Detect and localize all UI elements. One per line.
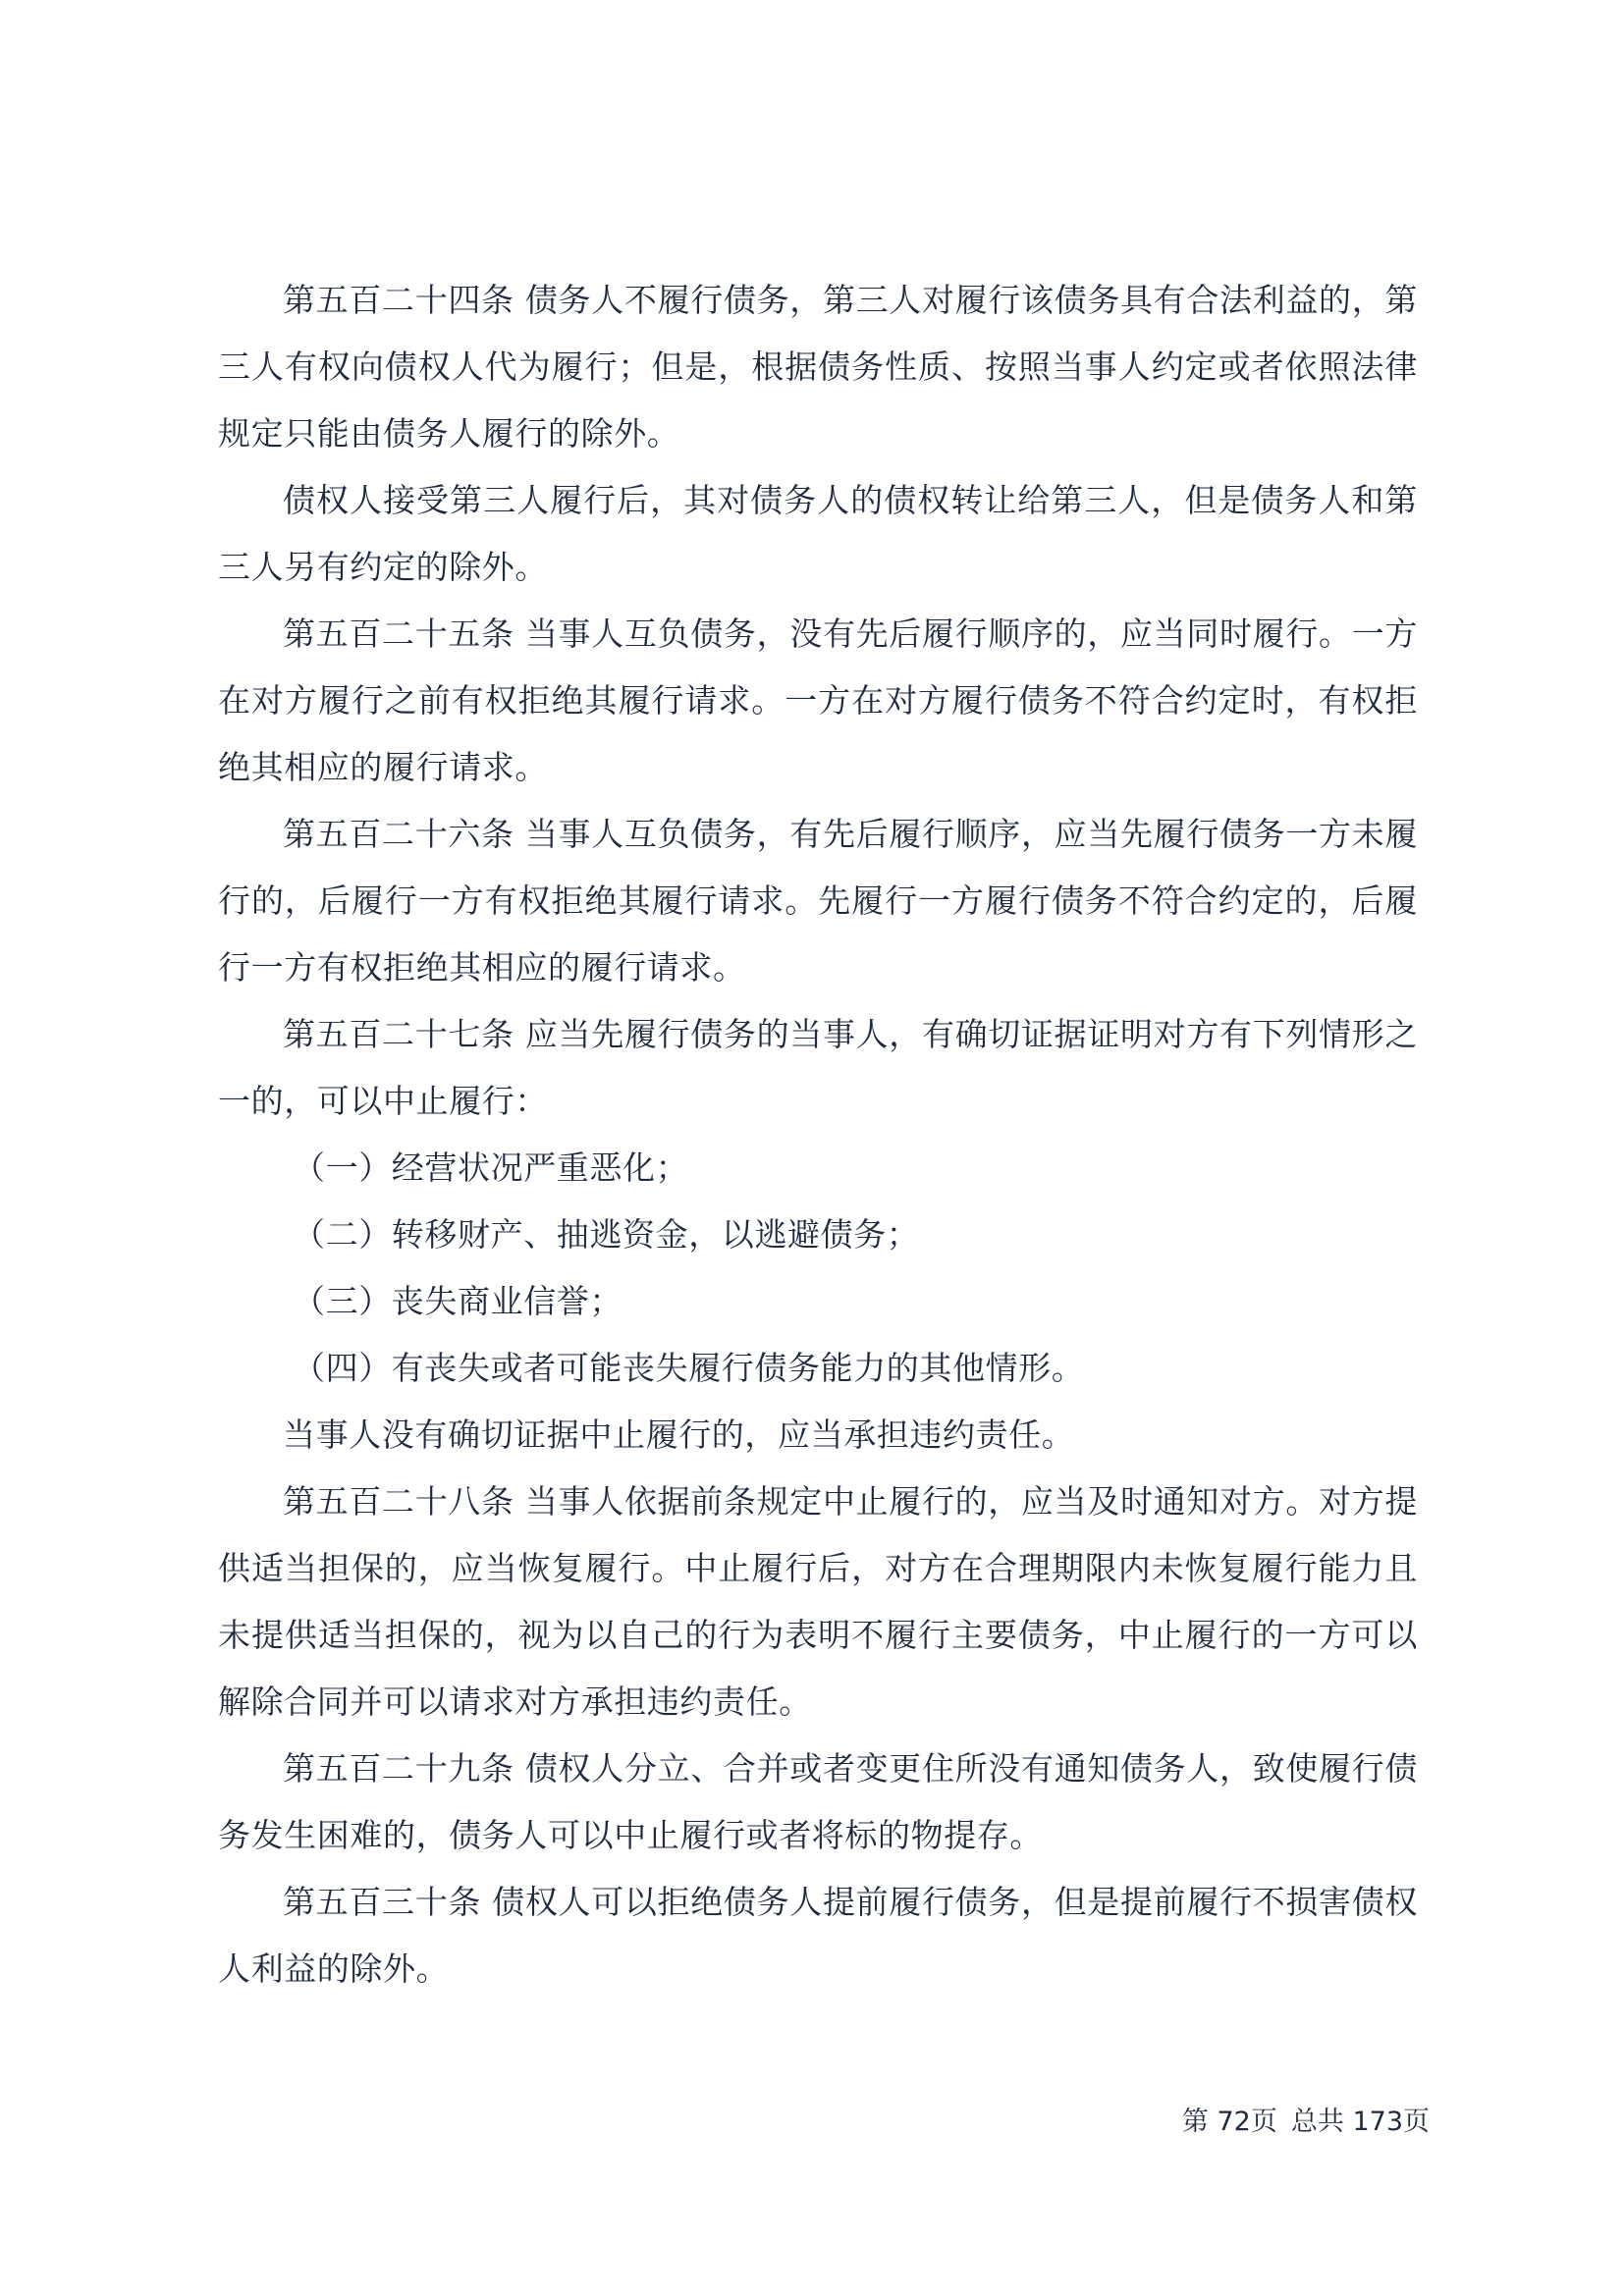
article-527-item-1: （一）经营状况严重恶化； [293, 1148, 689, 1187]
page-number: 第 72页 [1181, 2107, 1277, 2137]
article-530: 第五百三十条 债权人可以拒绝债务人提前履行债务，但是提前履行不损害债权人利益的除外。 [218, 1883, 1418, 1988]
article-526: 第五百二十六条 当事人互负债务，有先后履行顺序，应当先履行债务一方未履行的，后履行一方有权拒绝其履行请求。先履行一方履行债务不符合约定的，后履行一方有权拒绝其相应的履行请求。 [218, 815, 1418, 987]
article-524-paragraph-2: 债权人接受第三人履行后，其对债务人的债权转让给第三人，但是债务人和第三人另有约定的除外。 [218, 481, 1418, 586]
article-527: 第五百二十七条 应当先履行债务的当事人，有确切证据证明对方有下列情形之一的，可以中止履行： [218, 1015, 1418, 1120]
page-total: 总共 173页 [1290, 2107, 1430, 2137]
article-527-paragraph-2: 当事人没有确切证据中止履行的，应当承担违约责任。 [283, 1415, 1075, 1454]
article-529: 第五百二十九条 债权人分立、合并或者变更住所没有通知债务人，致使履行债务发生困难的，债务人可以中止履行或者将标的物提存。 [218, 1749, 1418, 1854]
article-527-item-2: （二）转移财产、抽逃资金，以逃避债务； [293, 1215, 920, 1254]
article-527-item-4: （四）有丧失或者可能丧失履行债务能力的其他情形。 [293, 1349, 1085, 1387]
article-525: 第五百二十五条 当事人互负债务，没有先后履行顺序的，应当同时履行。一方在对方履行之前有权拒绝其履行请求。一方在对方履行债务不符合约定时，有权拒绝其相应的履行请求。 [218, 614, 1418, 786]
article-528: 第五百二十八条 当事人依据前条规定中止履行的，应当及时通知对方。对方提供适当担保的，应当恢复履行。中止履行后，对方在合理期限内未恢复履行能力且未提供适当担保的，视为以自己的行为表明不履行主要债务，中止履行的一方可以解除合同并可以请求对方承担违约责任。 [218, 1482, 1418, 1721]
article-524: 第五百二十四条 债务人不履行债务，第三人对履行该债务具有合法利益的，第三人有权向债权人代为履行；但是，根据债务性质、按照当事人约定或者依照法律规定只能由债务人履行的除外。 [218, 281, 1418, 453]
article-527-item-3: （三）丧失商业信誉； [293, 1282, 623, 1320]
page-footer [1182, 2105, 1430, 2140]
document-body [218, 267, 1418, 2002]
